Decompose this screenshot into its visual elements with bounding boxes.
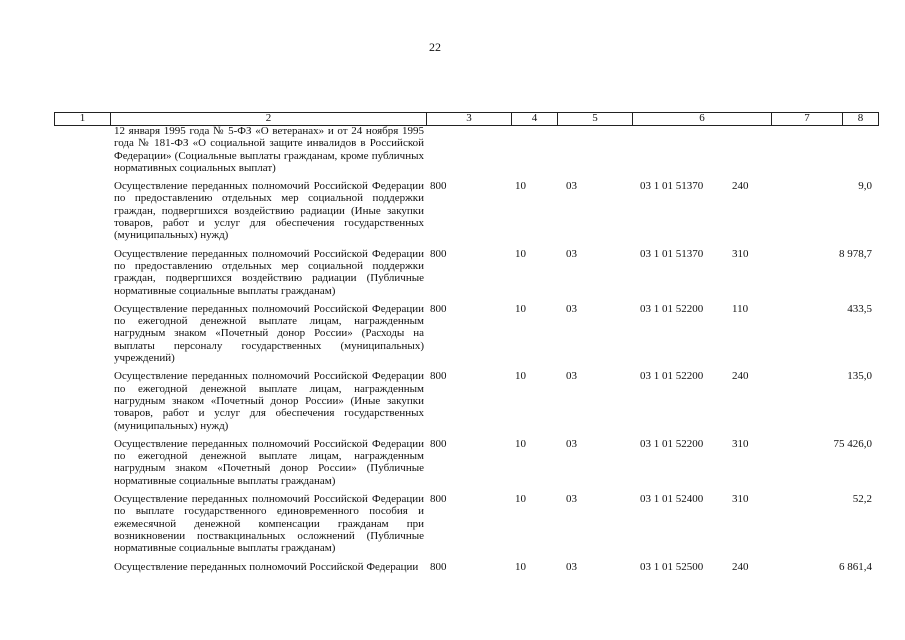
column-header-7: 7 [772,113,843,125]
cell-col4: 10 [515,493,526,506]
cell-col4: 10 [515,180,526,193]
cell-col6: 03 1 01 52500 [640,560,704,573]
table-row [0,303,905,364]
cell-col3: 800 [430,437,447,450]
column-header-2: 2 [111,113,427,125]
cell-col3: 800 [430,302,447,315]
cell-col8: 75 426,0 [833,437,872,450]
cell-col6: 03 1 01 51370 [640,247,704,260]
table-row [0,248,905,297]
cell-col4: 10 [515,302,526,315]
table-row [0,125,905,174]
cell-col4: 10 [515,370,526,383]
cell-col7: 310 [732,437,749,450]
row-description: Осуществление переданных полномочий Российской Федерации [114,560,419,573]
row-description: Осуществление переданных полномочий Российской Федерации по выплате государственного единовременного пособия и ежемесячной денежной компенсации гражданам при возникновении поствакцинальных осложнений (Публичные нормативные социальные выплаты гражданам) [114,493,424,555]
cell-col5: 03 [566,180,577,193]
column-header-5: 5 [558,113,633,125]
table-row [0,180,905,241]
column-header-3: 3 [427,113,512,125]
cell-col5: 03 [566,302,577,315]
row-description: Осуществление переданных полномочий Российской Федерации по ежегодной денежной выплате лицам, награжденным нагрудным знаком «Почетный донор России» (Расходы на выплаты персоналу государственных (муниципальных) учреждений) [114,302,424,365]
cell-col7: 310 [732,247,749,260]
cell-col8: 9,0 [858,180,872,193]
cell-col3: 800 [430,370,447,383]
cell-col5: 03 [566,247,577,260]
table-row [0,493,905,554]
row-description: 12 января 1995 года № 5-ФЗ «О ветеранах» и от 24 ноября 1995 года № 181-ФЗ «О социальной защите инвалидов в Российской Федерации» (Социальные выплаты гражданам, кроме публичных нормативных социальных выплат) [114,125,424,174]
page-number: 22 [429,40,441,54]
cell-col8: 135,0 [847,370,872,383]
table-header-row [54,112,879,126]
row-description: Осуществление переданных полномочий Российской Федерации по предоставлению отдельных мер социальной поддержки граждан, подвергшихся воздействию радиации (Публичные нормативные социальные выплаты гражданам) [114,247,424,297]
cell-col8: 6 861,4 [839,560,872,573]
cell-col7: 240 [732,560,749,573]
table-row [0,370,905,431]
cell-col5: 03 [566,370,577,383]
column-header-4: 4 [512,113,558,125]
cell-col7: 240 [732,180,749,193]
cell-col6: 03 1 01 52200 [640,370,704,383]
cell-col8: 433,5 [847,302,872,315]
cell-col7: 310 [732,493,749,506]
cell-col8: 8 978,7 [839,247,872,260]
cell-col6: 03 1 01 52200 [640,437,704,450]
cell-col4: 10 [515,437,526,450]
cell-col7: 240 [732,370,749,383]
cell-col3: 800 [430,493,447,506]
cell-col6: 03 1 01 52400 [640,493,704,506]
cell-col5: 03 [566,560,577,573]
row-description: Осуществление переданных полномочий Российской Федерации по ежегодной денежной выплате лицам, награжденным нагрудным знаком «Почетный донор России» (Иные закупки товаров, работ и услуг для обеспечения государственных (муниципальных) нужд) [114,370,424,432]
column-header-1: 1 [55,113,111,125]
column-header-8: 8 [857,112,864,124]
table-body [0,125,905,573]
row-description: Осуществление переданных полномочий Российской Федерации по предоставлению отдельных мер социальной поддержки граждан, подвергшихся воздействию радиации (Иные закупки товаров, работ и услуг для обеспечения государственных (муниципальных) нужд) [114,180,424,242]
cell-col7: 110 [732,302,749,315]
cell-col3: 800 [430,560,447,573]
cell-col8: 52,2 [852,493,872,506]
cell-col5: 03 [566,493,577,506]
cell-col4: 10 [515,560,526,573]
table-row [0,561,905,573]
row-description: Осуществление переданных полномочий Российской Федерации по ежегодной денежной выплате лицам, награжденным нагрудным знаком «Почетный донор России» (Публичные нормативные социальные выплаты гражданам) [114,437,424,487]
cell-col3: 800 [430,180,447,193]
cell-col6: 03 1 01 51370 [640,180,704,193]
cell-col5: 03 [566,437,577,450]
table-row [0,438,905,487]
cell-col6: 03 1 01 52200 [640,302,704,315]
cell-col4: 10 [515,247,526,260]
column-header-6: 6 [633,113,772,125]
cell-col3: 800 [430,247,447,260]
